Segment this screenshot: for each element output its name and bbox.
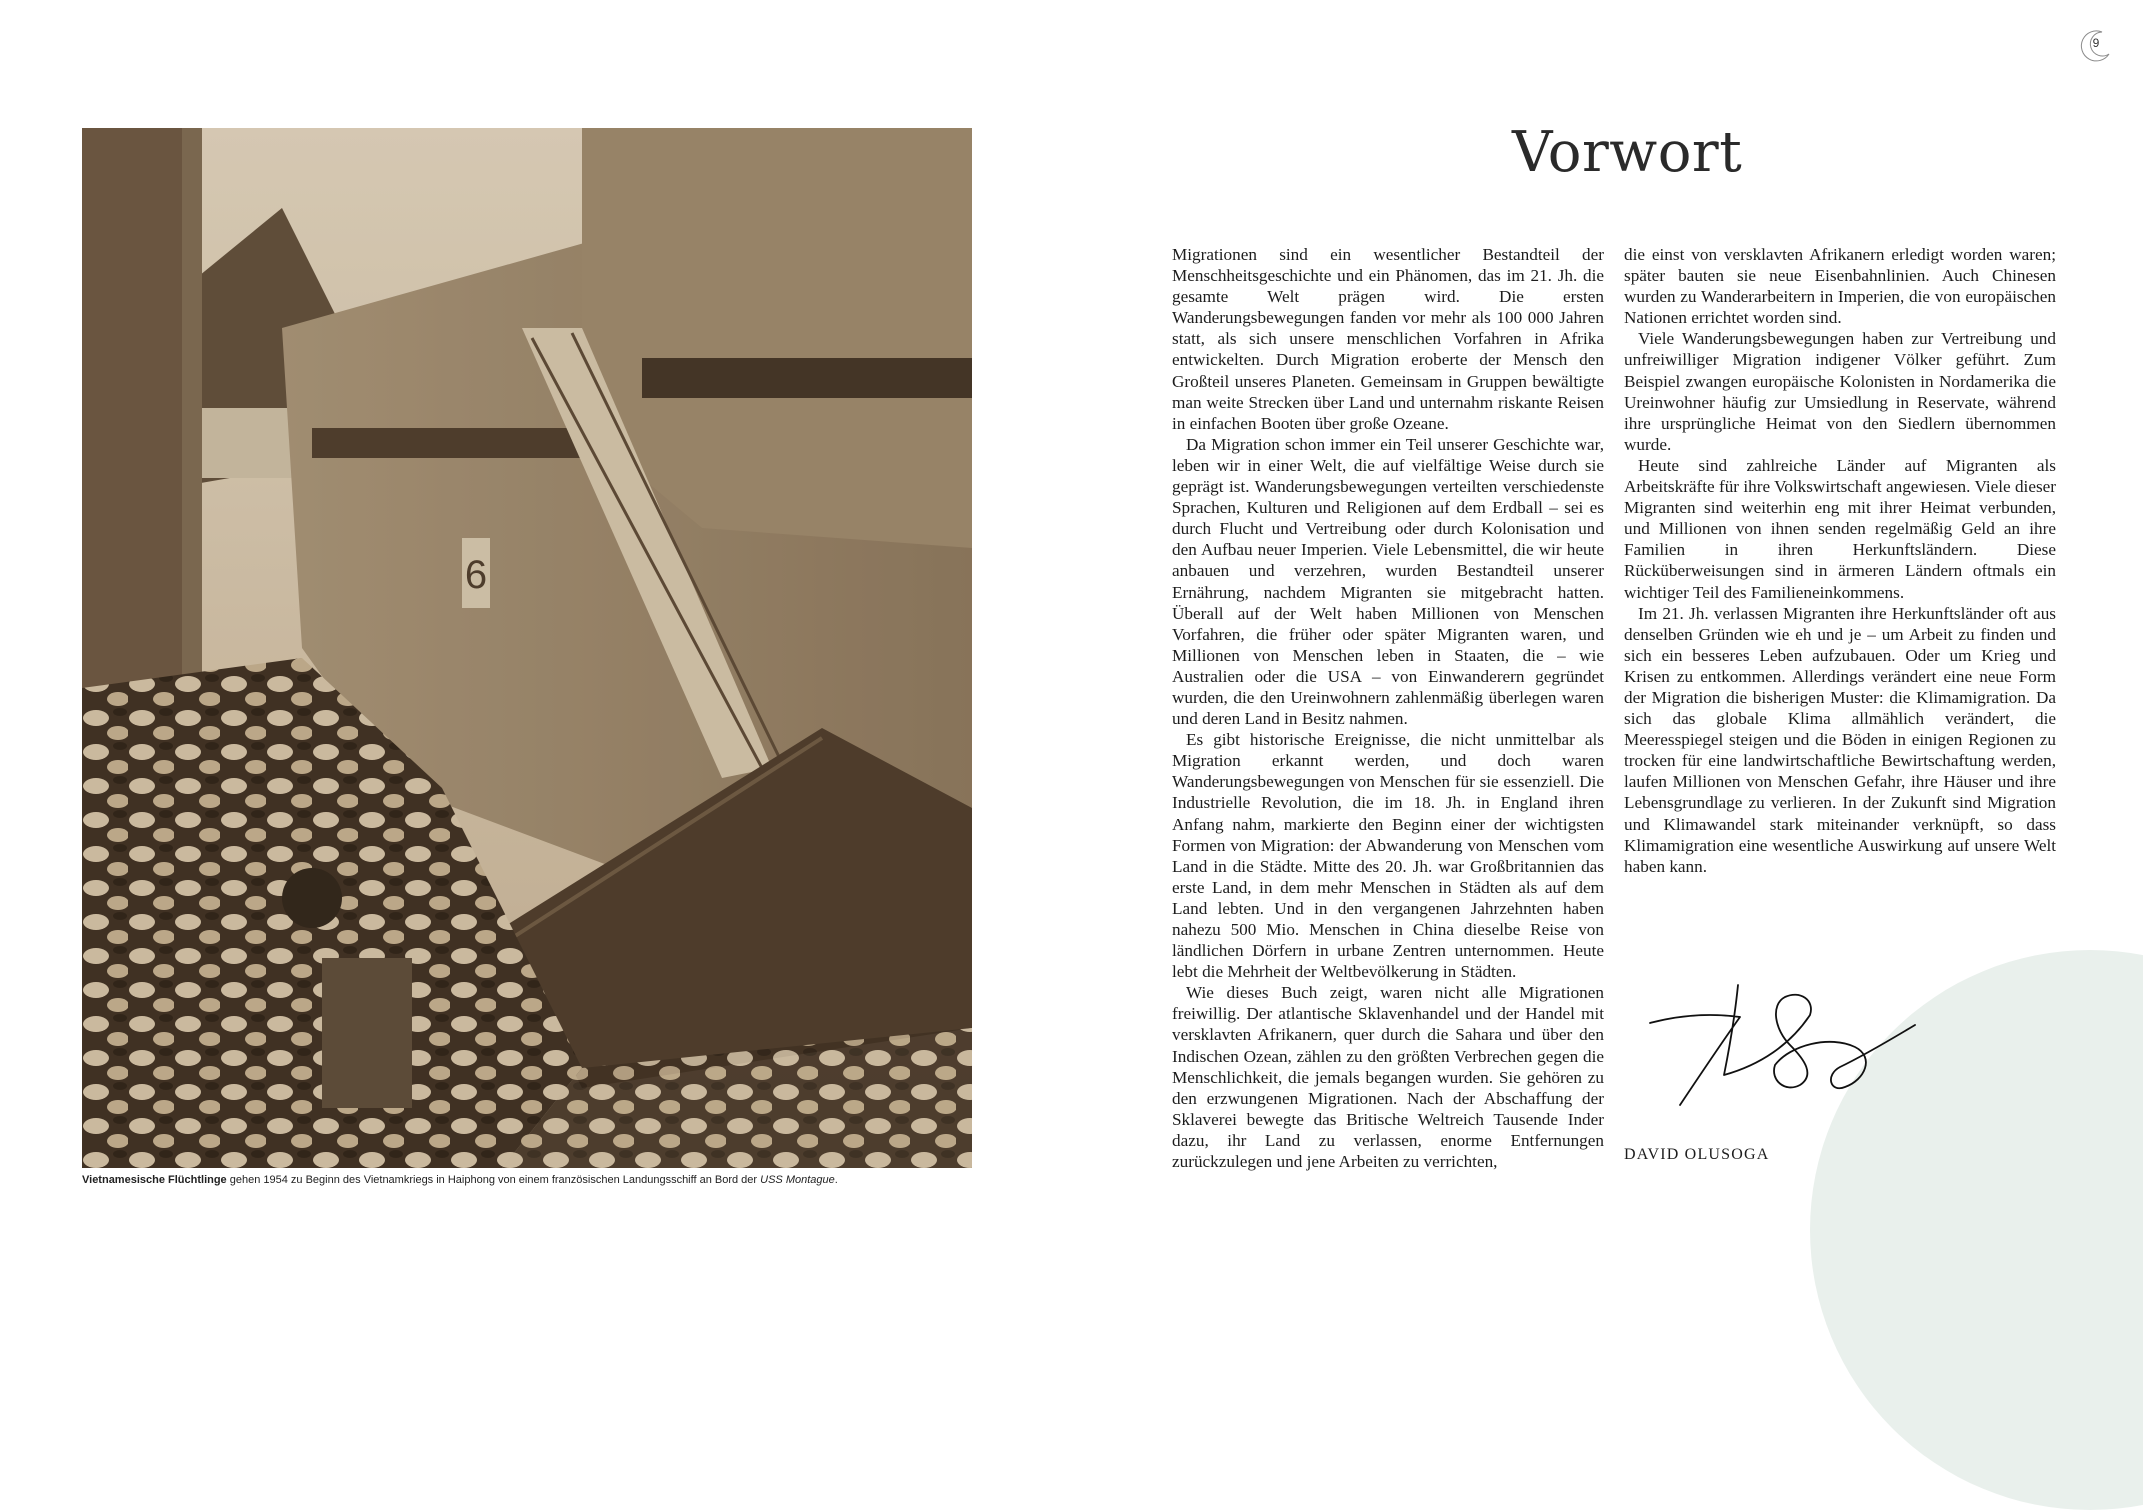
- author-signature: [1640, 975, 1920, 1115]
- page-number-badge: [2078, 28, 2114, 64]
- text-column-right: [1624, 244, 2056, 877]
- refugee-ship-photo: [82, 128, 972, 1168]
- paragraph: Wie dieses Buch zeigt, waren nicht alle Migrationen freiwillig. Der atlantische Sklavenhandel und der Handel mit versklavten Afrikanern, quer durch die Sahara und über den Indischen Ozean, zählen zu den größten Verbrechen gegen die Menschlichkeit, die jemals begangen wurden. Sie gehören zu den erzwungenen Migrationen. Nach der Abschaffung der Sklaverei bewegte das Britische Weltreich Tausende Inder dazu, ihr Land zu verlassen, enorme Entfernungen zurückzulegen und jene Arbeiten zu verrichten,: [1172, 983, 1604, 1172]
- paragraph: Da Migration schon immer ein Teil unserer Geschichte war, leben wir in einer Welt, die auf vielfältige Weise durch sie geprägt ist. Wanderungsbewegungen verteilten verschiedenste Sprachen, Kulturen und Religionen auf dem Erdball – sei es durch Flucht und Vertreibung oder durch Kolonisation und den Aufbau neuer Imperien. Viele Lebensmittel, die wir heute anbauen und verzehren, wurden Bestandteil unserer Ernährung, nachdem Migranten sie mitgebracht hatten. Überall auf der Welt haben Millionen von Menschen Vorfahren, die früher oder später Migranten waren, und Millionen von Menschen leben in Staaten, die – wie Australien oder die USA – von Einwanderern gegründet wurden, die den Ureinwohnern zahlenmäßig überlegen waren und deren Land in Besitz nahmen.: [1172, 434, 1604, 729]
- author-name: DAVID OLUSOGA: [1624, 1146, 1770, 1163]
- caption-text: gehen 1954 zu Beginn des Vietnamkriegs in Haiphong von einem französischen Landungsschiff an Bord der: [226, 1174, 761, 1186]
- page-title: Vorwort: [1512, 120, 1743, 185]
- caption-ship: USS Montague: [760, 1174, 835, 1186]
- caption-end: .: [834, 1174, 838, 1186]
- paragraph: Im 21. Jh. verlassen Migranten ihre Herkunftsländer oft aus denselben Gründen wie eh und je – um Arbeit zu finden und sich ein besseres Leben aufzubauen. Oder um Krieg und Krisen zu entkommen. Allerdings verändert eine neue Form der Migration die bisherigen Muster: die Klimamigration. Da sich das globale Klima allmählich verändert, die Meeresspiegel steigen und die Böden in einigen Regionen zu trocken für eine landwirtschaftliche Bewirtschaftung werden, laufen Millionen von Menschen Gefahr, ihre Häuser und ihre Lebensgrundlage zu verlieren. In der Zukunft sind Migration und Klimawandel stark miteinander verknüpft, so dass Klimamigration eine wesentliche Auswirkung auf unsere Welt haben kann.: [1624, 603, 2056, 876]
- paragraph: Heute sind zahlreiche Länder auf Migranten als Arbeitskräfte für ihre Volkswirtschaft angewiesen. Viele dieser Migranten sind weiterhin eng mit ihrer Heimat verbunden, und Millionen von ihnen senden regelmäßig Geld an ihre Familien in ihren Herkunftsländern. Diese Rücküberweisungen sind in ärmeren Ländern oftmals ein wichtiger Teil des Familieneinkommens.: [1624, 455, 2056, 602]
- photo-caption: [82, 1173, 982, 1187]
- text-column-left: [1172, 244, 1604, 1172]
- page-number: 9: [2092, 36, 2100, 50]
- photo-illustration: [82, 128, 972, 1168]
- paragraph: die einst von versklavten Afrikanern erledigt worden waren; später bauten sie neue Eisenbahnlinien. Auch Chinesen wurden zu Wanderarbeitern in Imperien, die von europäischen Nationen errichtet worden sind.: [1624, 245, 2056, 328]
- hull-number: 6: [464, 553, 488, 597]
- paragraph: Es gibt historische Ereignisse, die nicht unmittelbar als Migration erkannt werden, und doch waren Wanderungsbewegungen von Menschen für sie essenziell. Die Industrielle Revolution, die im 18. Jh. in England ihren Anfang nahm, markierte den Beginn einer der wichtigsten Formen von Migration: der Abwanderung von Menschen vom Land in die Städte. Mitte des 20. Jh. war Großbritannien das erste Land, in dem mehr Menschen in Städten als auf dem Land lebten. Und in den vergangenen Jahrzehnten haben nahezu 500 Mio. Menschen in China dieselbe Reise von ländlichen Dörfern in urbane Zentren unternommen. Heute lebt die Mehrheit der Weltbevölkerung in Städten.: [1172, 730, 1604, 982]
- paragraph: Viele Wanderungsbewegungen haben zur Vertreibung und unfreiwilliger Migration indigener Völker geführt. Zum Beispiel zwangen europäische Kolonisten in Nordamerika die Ureinwohner häufig zur Umsiedlung in Reservate, während ihre ursprüngliche Heimat von den Siedlern übernommen wurde.: [1624, 329, 2056, 454]
- paragraph: Migrationen sind ein wesentlicher Bestandteil der Menschheitsgeschichte und ein Phänomen, das im 21. Jh. die gesamte Welt prägen wird. Die ersten Wanderungsbewegungen fanden vor mehr als 100 000 Jahren statt, als sich unsere menschlichen Vorfahren in Afrika entwickelten. Durch Migration eroberte der Mensch den Großteil unseres Planeten. Gemeinsam in Gruppen bewältigte man weite Strecken über Land und unternahm riskante Reisen in einfachen Booten über große Ozeane.: [1172, 245, 1604, 433]
- caption-bold: Vietnamesische Flüchtlinge: [82, 1174, 227, 1186]
